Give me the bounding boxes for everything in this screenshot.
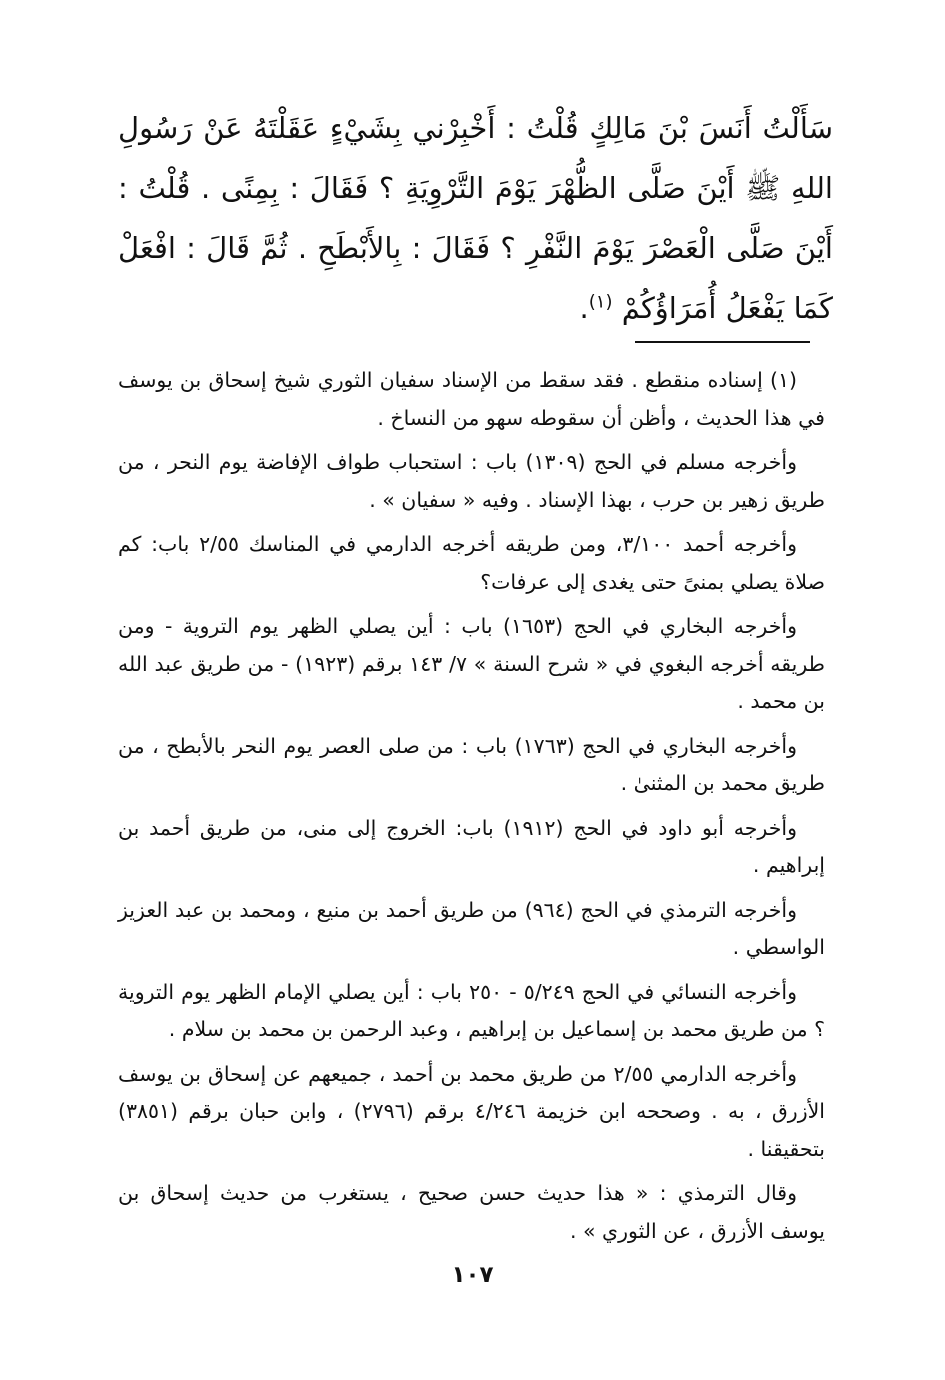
main-text-end: . bbox=[579, 291, 589, 325]
footnote-paragraph: وأخرجه البخاري في الحج (١٦٥٣) باب : أين يصلي الظهر يوم التروية - ومن طريقه أخرجه البغوي في « شرح السنة » ٧/ ١٤٣ برقم (١٩٢٣) - من طريق عبد الله بن محمد . bbox=[118, 614, 825, 713]
footnote-paragraph: (١) إسناده منقطع . فقد سقط من الإسناد سفيان الثوري شيخ إسحاق بن يوسف في هذا الحديث ، وأظن أن سقوطه سهو من النساخ . bbox=[118, 368, 825, 430]
page-number: ١٠٧ bbox=[451, 1262, 494, 1288]
footnote-reference: (١) bbox=[588, 291, 613, 313]
main-text-body: سَأَلْتُ أَنَسَ بْنَ مَالِكٍ قُلْتُ : أَخْبِرْني بِشَيْءٍ عَقَلْتَهُ عَنْ رَسُولِ اللهِ ﷺ أَيْنَ صَلَّى الظُّهْرَ يَوْمَ التَّرْوِيَةِ ؟ فَقَالَ : بِمِنًى . قُلْتُ : أَيْنَ صَلَّى الْعَصْرَ يَوْمَ النَّفْرِ ؟ فَقَالَ : بِالأَبْطَحِ . ثُمَّ قَالَ : افْعَلْ كَمَا يَفْعَلُ أُمَرَاؤُكُمْ bbox=[118, 111, 833, 325]
footnote-paragraph: وأخرجه مسلم في الحج (١٣٠٩) باب : استحباب طواف الإفاضة يوم النحر ، من طريق زهير بن حرب ، بهذا الإسناد . وفيه « سفيان » . bbox=[118, 450, 825, 512]
footnote-paragraph: وأخرجه النسائي في الحج ٥/٢٤٩ - ٢٥٠ باب : أين يصلي الإمام الظهر يوم التروية ؟ من طريق محمد بن إسماعيل بن إبراهيم ، وعبد الرحمن بن محمد بن سلام . bbox=[118, 979, 825, 1041]
footnote-paragraph: وأخرجه أحمد ٣/١٠٠، ومن طريقه أخرجه الدارمي في المناسك ٢/٥٥ باب: كم صلاة يصلي بمنىً حتى يغدى إلى عرفات؟ bbox=[118, 532, 825, 594]
footnotes-section bbox=[118, 362, 825, 1257]
footnote-paragraph: وأخرجه الدارمي ٢/٥٥ من طريق محمد بن أحمد ، جميعهم عن إسحاق بن يوسف الأزرق ، به . وصححه ابن خزيمة ٤/٢٤٦ برقم (٢٧٩٦) ، وابن حبان برقم (٣٨٥١) بتحقيقنا . bbox=[118, 1061, 825, 1161]
footnote-paragraph: وأخرجه أبو داود في الحج (١٩١٢) باب: الخروج إلى منى، من طريق أحمد بن إبراهيم . bbox=[118, 815, 825, 877]
footnote-paragraph: وأخرجه البخاري في الحج (١٧٦٣) باب : من صلى العصر يوم النحر بالأبطح ، من طريق محمد بن المثنىٰ . bbox=[118, 733, 825, 795]
footnote-paragraph: وقال الترمذي : « هذا حديث حسن صحيح ، يستغرب من حديث إسحاق بن يوسف الأزرق ، عن الثوري » . bbox=[118, 1181, 825, 1243]
footnote-paragraph: وأخرجه الترمذي في الحج (٩٦٤) من طريق أحمد بن منيع ، ومحمد بن عبد العزيز الواسطي . bbox=[118, 897, 825, 959]
main-text-paragraph bbox=[118, 98, 833, 338]
footnote-separator bbox=[635, 341, 810, 343]
